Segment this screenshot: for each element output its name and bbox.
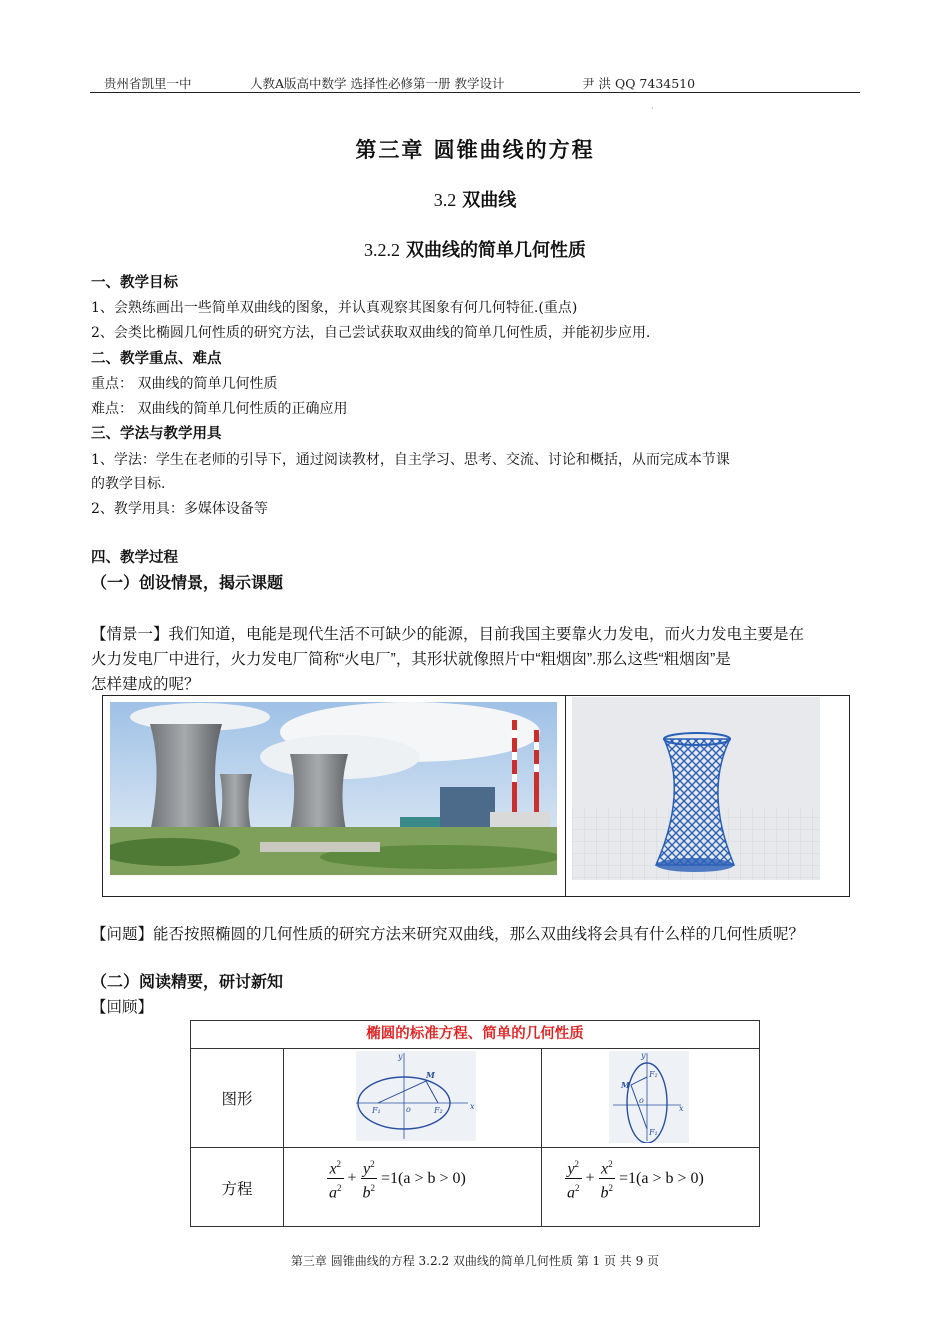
eq1-den2: b [362, 1184, 371, 1202]
fig2-m-label: M [621, 1080, 630, 1090]
method-heading: 三、学法与教学用具 [91, 425, 222, 442]
eq2-rhs: =1(a > b > 0) [619, 1169, 704, 1187]
eq1-num2: y [362, 1160, 371, 1178]
fig1-m-label: M [426, 1070, 435, 1080]
header-book: 人教A版高中数学 选择性必修第一册 教学设计 [250, 76, 505, 91]
eq2-den2: b [600, 1184, 609, 1202]
table-vline-1 [283, 1048, 284, 1226]
keypoints-heading: 二、教学重点、难点 [91, 350, 222, 367]
section-name: 双曲线 [462, 190, 517, 211]
page-footer: 第三章 圆锥曲线的方程 3.2.2 双曲线的简单几何性质 第 1 页 共 9 页 [290, 1254, 660, 1268]
subsection-name: 双曲线的简单几何性质 [406, 240, 586, 261]
header-rule [90, 92, 860, 93]
fig1-origin-label: o [406, 1105, 411, 1114]
eq1-den1: a [329, 1184, 337, 1202]
eq1-num1: x [329, 1160, 337, 1178]
vertical-ellipse-equation: $\frac{y^2}{a^2}$ + $\frac{x^2}{b^2}$ =1(a > b > 0) [565, 1155, 704, 1203]
method-line-2: 的教学目标. [91, 476, 166, 492]
subsection-title [0, 236, 950, 262]
header-dot: · [651, 104, 654, 113]
hyperboloid-model-image [572, 697, 820, 880]
fig2-origin-label: o [639, 1096, 644, 1105]
eq1-rhs: =1(a > b > 0) [381, 1169, 466, 1187]
eq2-num1: y [567, 1160, 575, 1178]
horizontal-ellipse-figure [356, 1051, 476, 1141]
section-title [0, 186, 950, 212]
fig1-f2-label: F₂ [434, 1106, 443, 1115]
review-label: 【回顾】 [91, 999, 154, 1016]
vertical-ellipse-figure [609, 1051, 689, 1143]
section-number: 3.2 [433, 190, 457, 210]
fig1-x-label: x [470, 1102, 475, 1111]
scenario-line-1: 【情景一】我们知道，电能是现代生活不可缺少的能源，目前我国主要靠火力发电，而火力发电主要是在 [91, 626, 805, 643]
table-caption: 椭圆的标准方程、简单的几何性质 [191, 1021, 759, 1049]
horizontal-ellipse-equation: $\frac{x^2}{a^2}$ + $\frac{y^2}{b^2}$ =1(a > b > 0) [327, 1155, 466, 1203]
objective-2: 2、会类比椭圆几何性质的研究方法，自己尝试获取双曲线的简单几何性质，并能初步应用. [91, 325, 651, 341]
question-text: 【问题】能否按照椭圆的几何性质的研究方法来研究双曲线，那么双曲线将会具有什么样的几何性质呢？ [91, 926, 805, 943]
eq2-num2: x [600, 1160, 609, 1178]
page-header [90, 74, 860, 92]
row-label-figure: 图形 [221, 1091, 253, 1108]
objective-1: 1、会熟练画出一些简单双曲线的图象，并认真观察其图象有何几何特征.(重点) [91, 300, 578, 316]
power-plant-photo [110, 702, 557, 875]
chapter-title: 第三章 圆锥曲线的方程 [355, 137, 595, 162]
objectives-heading: 一、教学目标 [91, 274, 178, 291]
subsection-2-heading: （二）阅读精要，研讨新知 [91, 974, 284, 991]
fig2-x-label: x [679, 1104, 684, 1113]
process-heading: 四、教学过程 [91, 549, 178, 566]
fig2-y-label: y [641, 1051, 646, 1060]
scenario-line-3: 怎样建成的呢？ [91, 676, 200, 693]
method-line-3: 2、教学用具：多媒体设备等 [91, 501, 268, 517]
header-school: 贵州省凯里一中 [104, 76, 192, 91]
header-author: 尹 洪 QQ 7434510 [582, 76, 696, 91]
ellipse-properties-table [190, 1020, 760, 1227]
row-label-equation: 方程 [221, 1181, 253, 1198]
fig2-f1-label: F₁ [649, 1128, 658, 1137]
method-line-1: 1、学法：学生在老师的引导下，通过阅读教材，自主学习、思考、交流、讨论和概括，从而完成本节课 [91, 452, 730, 468]
scenario-line-2: 火力发电厂中进行，火力发电厂简称“火电厂”，其形状就像照片中“粗烟囱”.那么这些“粗烟囱”是 [91, 651, 731, 668]
fig2-f2-label: F₂ [649, 1070, 658, 1079]
photo-divider [565, 696, 566, 896]
fig1-y-label: y [398, 1052, 403, 1061]
eq2-den1: a [567, 1184, 575, 1202]
keypoint-difficulty: 难点： 双曲线的简单几何性质的正确应用 [91, 401, 348, 417]
fig1-f1-label: F₁ [372, 1106, 381, 1115]
subsection-number: 3.2.2 [364, 240, 400, 260]
table-vline-2 [541, 1048, 542, 1226]
subsection-1-heading: （一）创设情景，揭示课题 [91, 575, 284, 592]
keypoint-focus: 重点： 双曲线的简单几何性质 [91, 376, 278, 392]
table-hline [191, 1147, 759, 1148]
